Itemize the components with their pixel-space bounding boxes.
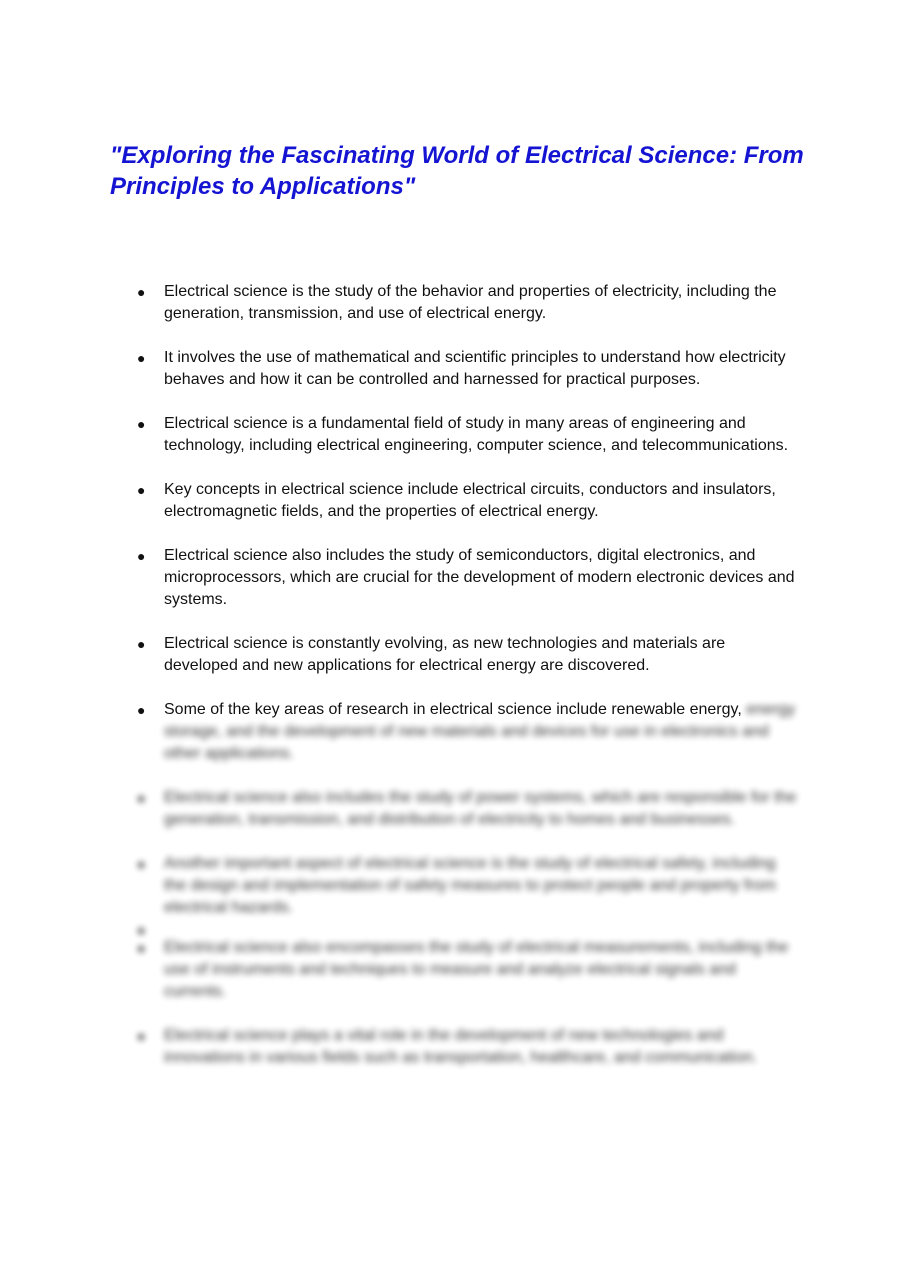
list-item-text: Electrical science also includes the study of power systems, which are responsible for the generation, transmission, and distribution of electricity to homes and businesses. [164,789,797,828]
list-item-blurred [137,787,797,831]
bullet-icon: ● [137,482,146,498]
list-item-blurred [137,937,797,1003]
bullet-icon: ● [137,922,146,938]
list-item-text: Key concepts in electrical science include electrical circuits, conductors and insulators, electromagnetic fields, and the properties of electrical energy. [164,481,776,520]
list-item [137,281,797,325]
list-item-text: Electrical science is a fundamental field of study in many areas of engineering and technology, including electrical engineering, computer science, and telecommunications. [164,415,789,454]
list-item-text: Electrical science plays a vital role in the development of new technologies and innovations in various fields such as transportation, healthcare, and communication. [164,1027,758,1066]
bullet-icon: ● [137,1028,146,1044]
document-title: "Exploring the Fascinating World of Electrical Science: From Principles to Applications" [110,142,804,200]
bullet-icon: ● [137,940,146,956]
list-item-text: Electrical science also includes the study of semiconductors, digital electronics, and microprocessors, which are crucial for the development of modern electronic devices and systems. [164,547,795,608]
bullet-icon: ● [137,856,146,872]
list-item-visible-text: Some of the key areas of research in electrical science include renewable energy, [164,701,742,718]
list-item-text: Another important aspect of electrical science is the study of electrical safety, including the design and implementation of safety measures to protect people and property from electrical hazards. [164,855,776,916]
bullet-icon: ● [137,284,146,300]
list-item-blurred [137,1025,797,1069]
list-item-text: Electrical science is constantly evolving, as new technologies and materials are developed and new applications for electrical energy are discovered. [164,635,726,674]
bullet-icon: ● [137,350,146,366]
bullet-icon: ● [137,790,146,806]
list-item-text [164,699,797,765]
bullet-icon: ● [137,702,146,718]
list-item [137,633,797,677]
list-item [137,699,797,765]
list-item [137,413,797,457]
list-item [137,545,797,611]
bullet-list [137,281,797,1091]
bullet-icon: ● [137,548,146,564]
blurred-text: energy storage, and the development of new materials and devices for use in electronics and other applications. [164,701,796,762]
list-item-text: It involves the use of mathematical and scientific principles to understand how electricity behaves and how it can be controlled and harnessed for practical purposes. [164,349,786,388]
list-item [137,347,797,391]
list-item [137,479,797,523]
list-item-blurred [137,853,797,919]
list-item-text: Electrical science is the study of the behavior and properties of electricity, including the generation, transmission, and use of electrical energy. [164,283,777,322]
bullet-icon: ● [137,416,146,432]
list-item-text: Electrical science also encompasses the study of electrical measurements, including the use of instruments and techniques to measure and analyze electrical signals and currents. [164,939,789,1000]
bullet-icon: ● [137,636,146,652]
